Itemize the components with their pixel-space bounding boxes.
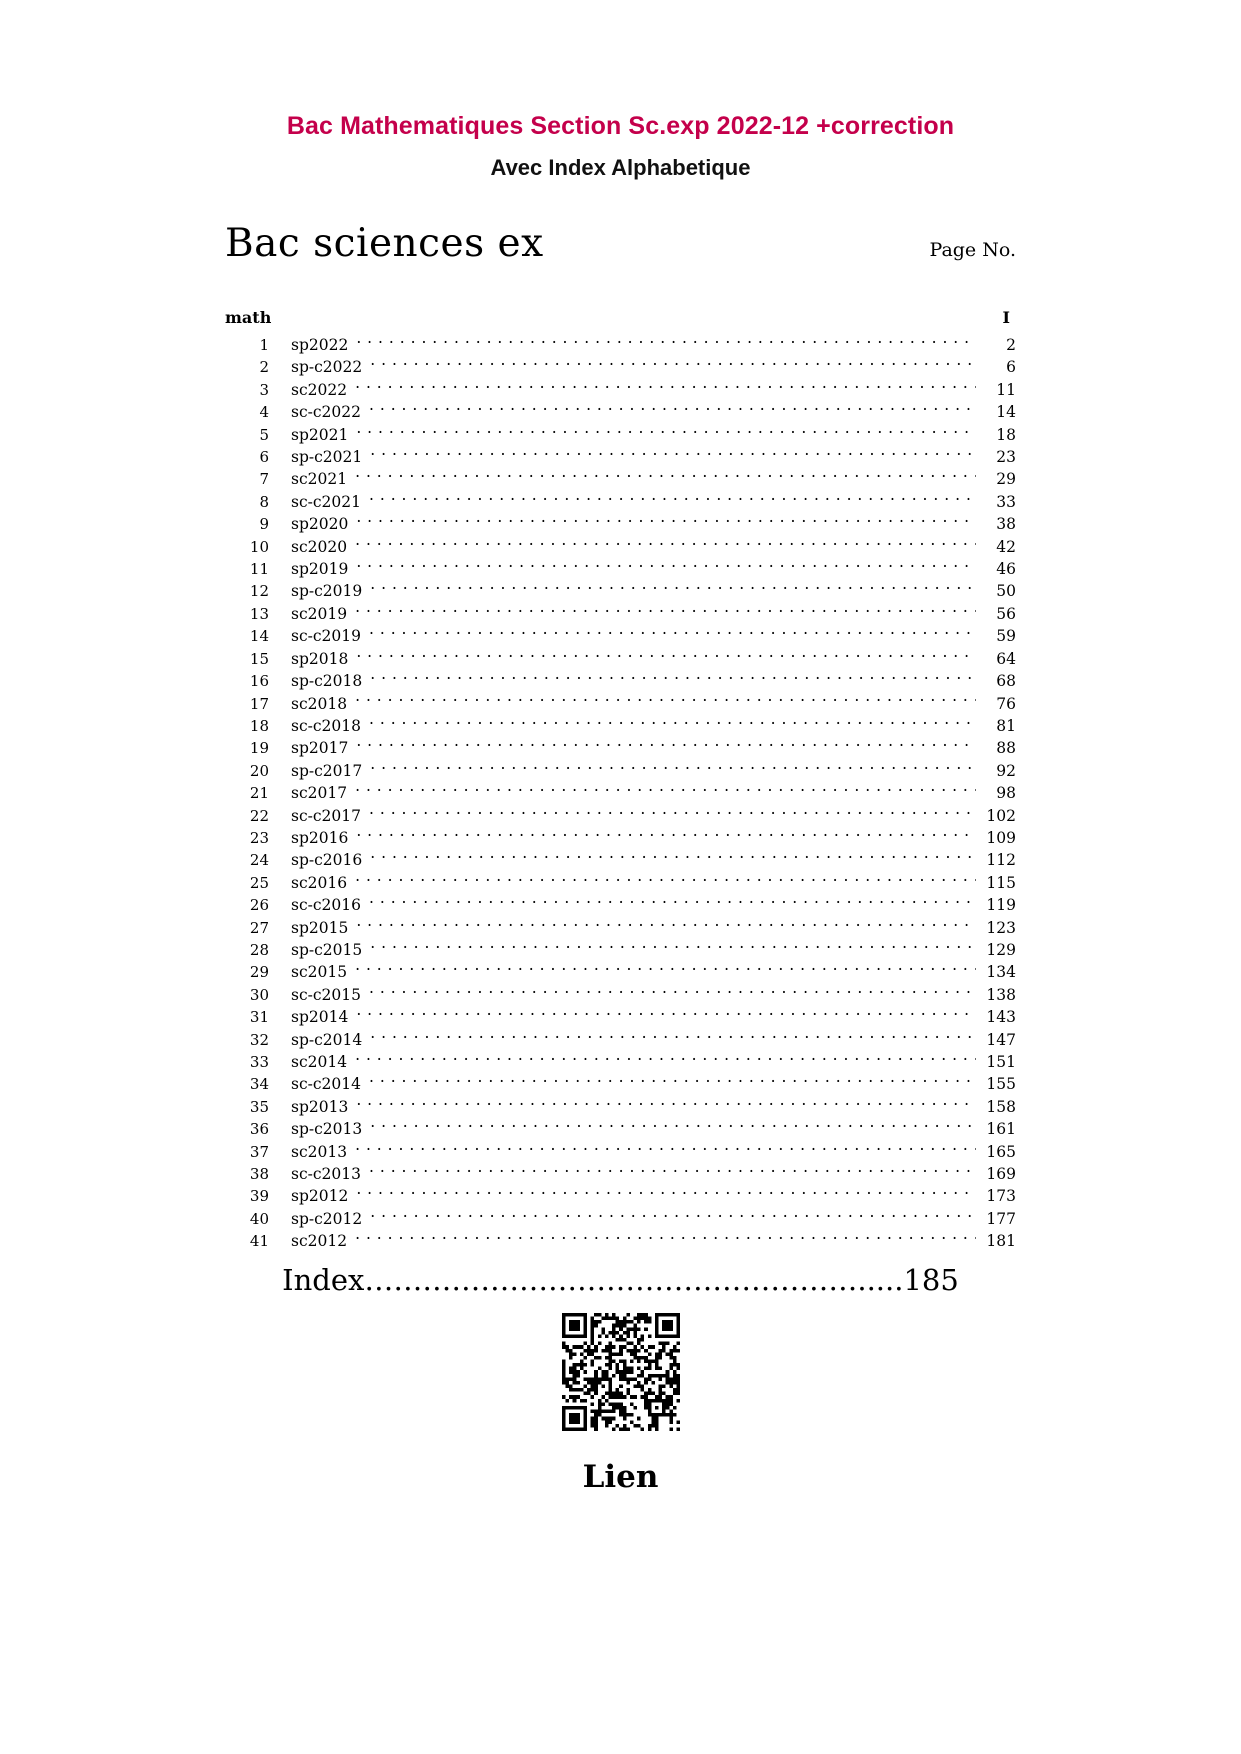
toc-row-leader-dots xyxy=(369,895,976,911)
toc-row[interactable] xyxy=(225,670,1016,692)
toc-row-label: sp-c2022 xyxy=(291,358,363,377)
toc-row-number: 15 xyxy=(249,649,269,668)
toc-row[interactable] xyxy=(225,939,1016,961)
toc-row-label: sc2015 xyxy=(291,963,348,982)
book-header-row xyxy=(0,221,1241,266)
toc-row[interactable] xyxy=(225,827,1016,849)
toc-row-page: 98 xyxy=(996,784,1016,803)
index-entry[interactable]: Index…………………………………………….....185 xyxy=(282,1262,959,1297)
toc-row-leader-dots xyxy=(370,760,976,776)
qr-code-icon[interactable] xyxy=(562,1313,680,1431)
toc-row-page: 134 xyxy=(986,963,1016,982)
toc-row-leader-dots xyxy=(370,1208,976,1224)
toc-row-leader-dots xyxy=(370,357,976,373)
toc-row[interactable] xyxy=(225,558,1016,580)
toc-row-page: 155 xyxy=(986,1075,1016,1094)
toc-row-number: 34 xyxy=(249,1075,269,1094)
toc-row-leader-dots xyxy=(355,1052,976,1068)
toc-row-number: 32 xyxy=(249,1030,269,1049)
toc-row[interactable] xyxy=(225,1230,1016,1252)
toc-row-page: 92 xyxy=(996,761,1016,780)
toc-row[interactable] xyxy=(225,446,1016,468)
toc-row-number: 40 xyxy=(249,1209,269,1228)
toc-row[interactable] xyxy=(225,1185,1016,1207)
toc-row[interactable] xyxy=(225,625,1016,647)
toc-row-number: 21 xyxy=(249,784,269,803)
toc-row-leader-dots xyxy=(355,469,976,485)
toc-row-label: sc-c2022 xyxy=(291,403,361,422)
toc-row-number: 6 xyxy=(259,448,269,467)
toc-row[interactable] xyxy=(225,379,1016,401)
toc-row-label: sc2018 xyxy=(291,694,348,713)
toc-row-page: 23 xyxy=(996,448,1016,467)
toc-row[interactable] xyxy=(225,513,1016,535)
toc-row-page: 81 xyxy=(996,716,1016,735)
toc-row[interactable] xyxy=(225,401,1016,423)
toc-row-label: sc-c2016 xyxy=(291,896,361,915)
toc-row[interactable] xyxy=(225,894,1016,916)
toc-row-number: 10 xyxy=(249,537,269,556)
toc-row-number: 25 xyxy=(249,873,269,892)
toc-row-number: 20 xyxy=(249,761,269,780)
toc-row-leader-dots xyxy=(369,984,976,1000)
toc-row-page: 173 xyxy=(986,1187,1016,1206)
book-title: Bac sciences ex xyxy=(225,221,544,266)
toc-row-leader-dots xyxy=(369,805,976,821)
toc-row-label: sc2019 xyxy=(291,604,348,623)
toc-row[interactable] xyxy=(225,782,1016,804)
toc-row-label: sp2017 xyxy=(291,739,349,758)
toc-row-label: sc2014 xyxy=(291,1053,348,1071)
toc-row-leader-dots xyxy=(356,1096,976,1112)
page-no-label: Page No. xyxy=(929,239,1016,261)
toc-row-page: 2 xyxy=(1006,336,1016,354)
toc-column-headers xyxy=(225,308,1016,327)
toc-row-number: 39 xyxy=(249,1187,269,1206)
toc-row[interactable] xyxy=(225,491,1016,513)
toc-row-page: 59 xyxy=(996,627,1016,646)
toc-row-page: 112 xyxy=(986,851,1016,870)
toc-row-label: sp2020 xyxy=(291,515,349,534)
toc-header-left: math xyxy=(225,308,272,327)
toc-row-number: 4 xyxy=(259,403,269,422)
toc-row-leader-dots xyxy=(356,1007,976,1023)
toc-row-number: 9 xyxy=(259,515,269,534)
toc-row-label: sc2012 xyxy=(291,1232,348,1251)
toc-row-page: 161 xyxy=(986,1120,1016,1139)
toc-row-number: 14 xyxy=(249,627,269,646)
toc-row-number: 29 xyxy=(249,963,269,982)
toc-row-label: sp2018 xyxy=(291,649,349,668)
toc-row[interactable] xyxy=(225,693,1016,715)
toc-row-number: 19 xyxy=(249,739,269,758)
toc-row-leader-dots xyxy=(356,335,976,351)
toc-row-leader-dots xyxy=(355,1141,976,1157)
toc-row-leader-dots xyxy=(355,379,976,395)
toc-row-label: sp2012 xyxy=(291,1187,349,1206)
toc-row-page: 88 xyxy=(996,739,1016,758)
toc-row-page: 50 xyxy=(996,582,1016,601)
toc-row-leader-dots xyxy=(355,872,976,888)
toc-row-label: sc2017 xyxy=(291,784,348,803)
toc-row-page: 56 xyxy=(996,604,1016,623)
toc-row-number: 12 xyxy=(249,582,269,601)
toc-row-leader-dots xyxy=(369,626,976,642)
toc-row-page: 151 xyxy=(986,1053,1016,1071)
toc-row-label: sp-c2021 xyxy=(291,448,363,467)
toc-row-label: sc2022 xyxy=(291,380,348,399)
toc-row-page: 119 xyxy=(986,896,1016,915)
toc-row-label: sp2014 xyxy=(291,1008,349,1027)
toc-row-label: sp2015 xyxy=(291,918,349,937)
toc-row-leader-dots xyxy=(356,738,976,754)
toc-row-page: 6 xyxy=(1006,358,1016,377)
toc-row[interactable] xyxy=(225,1118,1016,1140)
toc-row-leader-dots xyxy=(356,514,976,530)
toc-row-label: sc2013 xyxy=(291,1142,348,1161)
toc-row-page: 33 xyxy=(996,492,1016,511)
toc-row-number: 8 xyxy=(259,492,269,511)
toc-row-page: 158 xyxy=(986,1097,1016,1116)
toc-row-page: 76 xyxy=(996,694,1016,713)
toc-row-label: sc-c2018 xyxy=(291,716,361,735)
toc-row-page: 102 xyxy=(986,806,1016,825)
toc-row-label: sp-c2016 xyxy=(291,851,363,870)
toc-row-number: 24 xyxy=(249,851,269,870)
toc-row-leader-dots xyxy=(369,1074,976,1090)
toc-row-page: 46 xyxy=(996,560,1016,579)
toc-row-leader-dots xyxy=(370,671,976,687)
toc-row-leader-dots xyxy=(369,491,976,507)
toc-row-leader-dots xyxy=(370,939,976,955)
toc-row-label: sp2016 xyxy=(291,828,349,847)
toc-row-label: sp2019 xyxy=(291,560,349,579)
toc-row-number: 13 xyxy=(249,604,269,623)
toc-row-page: 64 xyxy=(996,649,1016,668)
toc-row-label: sc-c2015 xyxy=(291,985,361,1004)
toc-row[interactable] xyxy=(225,648,1016,670)
qr-code-wrapper xyxy=(0,1313,1241,1431)
toc-row[interactable] xyxy=(225,872,1016,894)
toc-row-label: sc-c2019 xyxy=(291,627,361,646)
toc-row[interactable] xyxy=(225,424,1016,446)
toc-row-leader-dots xyxy=(370,581,976,597)
toc-row-label: sp-c2018 xyxy=(291,672,363,691)
toc-row[interactable] xyxy=(225,715,1016,737)
toc-row-number: 30 xyxy=(249,985,269,1004)
toc-row-number: 1 xyxy=(259,336,269,354)
toc-row-page: 165 xyxy=(986,1142,1016,1161)
toc-row[interactable] xyxy=(225,760,1016,782)
toc-row-page: 14 xyxy=(996,403,1016,422)
toc-row-number: 18 xyxy=(249,716,269,735)
toc-row-label: sc2020 xyxy=(291,537,348,556)
toc-row-leader-dots xyxy=(369,402,976,418)
toc-row-label: sp-c2019 xyxy=(291,582,363,601)
toc-row-number: 3 xyxy=(259,380,269,399)
toc-row-number: 35 xyxy=(249,1097,269,1116)
toc-row-leader-dots xyxy=(370,1119,976,1135)
toc-row-number: 26 xyxy=(249,896,269,915)
toc-row-leader-dots xyxy=(370,1029,976,1045)
toc-row[interactable] xyxy=(225,603,1016,625)
toc-header-right: I xyxy=(1002,308,1010,327)
toc-row-page: 11 xyxy=(996,380,1016,399)
toc-row-leader-dots xyxy=(355,783,976,799)
table-of-contents xyxy=(0,308,1241,1297)
toc-row-leader-dots xyxy=(356,827,976,843)
toc-row-leader-dots xyxy=(370,850,976,866)
toc-row-page: 181 xyxy=(986,1232,1016,1251)
toc-row[interactable] xyxy=(225,1208,1016,1230)
toc-row-label: sp2022 xyxy=(291,336,349,354)
toc-row[interactable] xyxy=(225,1096,1016,1118)
toc-row-number: 36 xyxy=(249,1120,269,1139)
toc-row-page: 38 xyxy=(996,515,1016,534)
toc-row-number: 41 xyxy=(249,1232,269,1251)
toc-row-leader-dots xyxy=(369,715,976,731)
toc-row-page: 109 xyxy=(986,828,1016,847)
toc-row-number: 16 xyxy=(249,672,269,691)
toc-row[interactable] xyxy=(225,984,1016,1006)
toc-row-page: 143 xyxy=(986,1008,1016,1027)
toc-row[interactable] xyxy=(225,917,1016,939)
toc-row-page: 169 xyxy=(986,1165,1016,1184)
toc-row[interactable] xyxy=(225,468,1016,490)
toc-row[interactable] xyxy=(225,849,1016,871)
toc-row-page: 177 xyxy=(986,1209,1016,1228)
toc-row[interactable] xyxy=(225,580,1016,602)
link-label: Lien xyxy=(582,1458,659,1495)
toc-row-number: 22 xyxy=(249,806,269,825)
toc-row-label: sp-c2014 xyxy=(291,1030,363,1049)
toc-row-label: sc-c2014 xyxy=(291,1075,361,1094)
toc-row[interactable] xyxy=(225,1051,1016,1073)
toc-row-leader-dots xyxy=(355,1231,976,1247)
toc-row-number: 37 xyxy=(249,1142,269,1161)
toc-row-page: 68 xyxy=(996,672,1016,691)
toc-row-page: 115 xyxy=(986,873,1016,892)
toc-row-leader-dots xyxy=(355,536,976,552)
toc-row-page: 29 xyxy=(996,470,1016,489)
toc-row-number: 5 xyxy=(259,425,269,444)
toc-row[interactable] xyxy=(225,1006,1016,1028)
toc-row-label: sp2013 xyxy=(291,1097,349,1116)
toc-row-label: sc-c2013 xyxy=(291,1165,361,1184)
toc-row-page: 138 xyxy=(986,985,1016,1004)
toc-row-page: 18 xyxy=(996,425,1016,444)
toc-row[interactable] xyxy=(225,805,1016,827)
toc-row-leader-dots xyxy=(356,917,976,933)
toc-row[interactable] xyxy=(225,1029,1016,1051)
toc-row-page: 42 xyxy=(996,537,1016,556)
toc-row-leader-dots xyxy=(369,1164,976,1180)
toc-row[interactable] xyxy=(225,536,1016,558)
toc-row-label: sp-c2017 xyxy=(291,761,363,780)
toc-row-leader-dots xyxy=(370,447,976,463)
title-block xyxy=(0,0,1241,181)
toc-row-number: 7 xyxy=(259,470,269,489)
toc-row[interactable] xyxy=(225,1163,1016,1185)
toc-row[interactable] xyxy=(225,1073,1016,1095)
page-subtitle: Avec Index Alphabetique xyxy=(490,155,751,180)
toc-row-number: 33 xyxy=(249,1053,269,1071)
toc-row-number: 17 xyxy=(249,694,269,713)
toc-row-leader-dots xyxy=(355,693,976,709)
toc-row-leader-dots xyxy=(355,603,976,619)
toc-row[interactable] xyxy=(225,1141,1016,1163)
toc-row-label: sc-c2017 xyxy=(291,806,361,825)
toc-row-label: sp-c2015 xyxy=(291,940,363,959)
page-title: Bac Mathematiques Section Sc.exp 2022-12 +correction xyxy=(286,112,955,140)
toc-row-label: sp2021 xyxy=(291,425,349,444)
toc-rows xyxy=(225,334,1016,1253)
toc-row-number: 27 xyxy=(249,918,269,937)
toc-row[interactable] xyxy=(225,961,1016,983)
toc-row-label: sp-c2013 xyxy=(291,1120,363,1139)
toc-row-number: 38 xyxy=(249,1165,269,1184)
toc-row-page: 147 xyxy=(986,1030,1016,1049)
toc-row-number: 11 xyxy=(249,560,269,579)
toc-row[interactable] xyxy=(225,356,1016,378)
toc-row-label: sc2021 xyxy=(291,470,348,489)
toc-row-page: 129 xyxy=(986,940,1016,959)
toc-row-number: 28 xyxy=(249,940,269,959)
toc-row-leader-dots xyxy=(355,962,976,978)
toc-row-label: sc-c2021 xyxy=(291,492,361,511)
toc-row-label: sc2016 xyxy=(291,873,348,892)
toc-row-number: 23 xyxy=(249,828,269,847)
toc-row-number: 31 xyxy=(249,1008,269,1027)
toc-row-leader-dots xyxy=(356,424,976,440)
toc-row-label: sp-c2012 xyxy=(291,1209,363,1228)
toc-row-number: 2 xyxy=(259,358,269,377)
toc-row-leader-dots xyxy=(356,1186,976,1202)
toc-row[interactable] xyxy=(225,737,1016,759)
toc-row-leader-dots xyxy=(356,559,976,575)
toc-row-leader-dots xyxy=(356,648,976,664)
toc-row[interactable] xyxy=(225,334,1016,356)
toc-row-page: 123 xyxy=(986,918,1016,937)
